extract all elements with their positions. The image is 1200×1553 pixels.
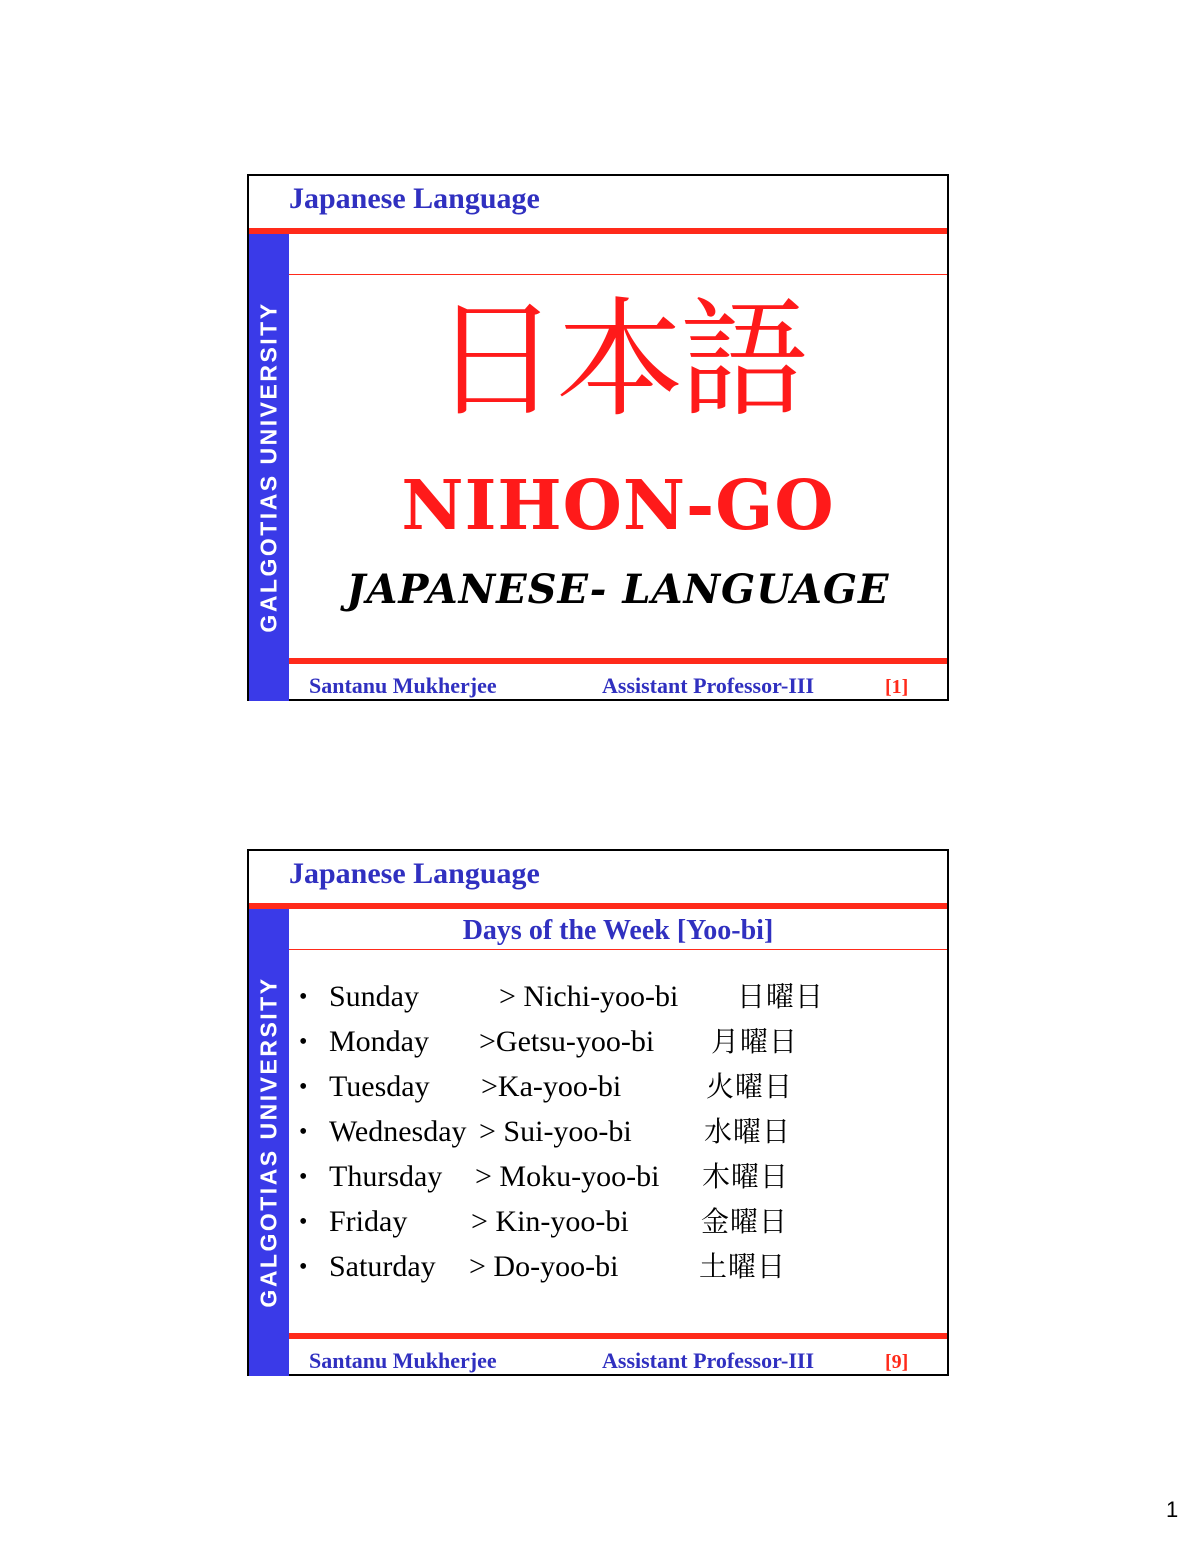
kanji-heading xyxy=(289,286,947,435)
bullet: • xyxy=(299,1209,308,1235)
romaji-heading: NIHON-GO xyxy=(401,466,835,546)
page-number: 1 xyxy=(1166,1497,1179,1522)
sidebar-university-name: GALGOTIAS UNIVERSITY xyxy=(255,976,282,1308)
day-kanji: 金曜日 xyxy=(701,1205,789,1238)
day-romaji: > Sui-yoo-bi xyxy=(479,1115,632,1148)
content-top-divider xyxy=(289,274,947,275)
day-english: Friday xyxy=(329,1205,408,1238)
footer-slide-number: [9] xyxy=(885,1351,909,1373)
sidebar-banner xyxy=(249,909,289,1376)
day-romaji: > Moku-yoo-bi xyxy=(475,1160,660,1193)
kanji-char-2: 本 xyxy=(556,286,689,435)
kanji-char-1: 日 xyxy=(432,286,565,435)
day-romaji: > Nichi-yoo-bi xyxy=(499,980,679,1013)
header-divider xyxy=(249,903,947,909)
footer-author: Santanu Mukherjee xyxy=(309,673,497,698)
slide-1 xyxy=(247,174,949,701)
footer-role: Assistant Professor-III xyxy=(602,1348,815,1373)
day-kanji: 火曜日 xyxy=(706,1070,794,1103)
bullet: • xyxy=(299,1164,308,1190)
day-romaji: >Ka-yoo-bi xyxy=(481,1070,622,1103)
day-english: Monday xyxy=(329,1025,429,1058)
slide-title: Japanese Language xyxy=(289,857,540,890)
day-romaji: >Getsu-yoo-bi xyxy=(479,1025,655,1058)
bullet: • xyxy=(299,1254,308,1280)
day-english: Thursday xyxy=(329,1160,443,1193)
bullet: • xyxy=(299,1119,308,1145)
day-kanji: 土曜日 xyxy=(699,1250,787,1283)
footer-divider xyxy=(289,658,947,664)
footer-slide-number: [1] xyxy=(885,676,909,698)
kanji-char-3: 語 xyxy=(680,286,813,435)
slide-subtitle: Days of the Week [Yoo-bi] xyxy=(462,915,774,946)
day-kanji: 木曜日 xyxy=(702,1160,790,1193)
sidebar-university-name: GALGOTIAS UNIVERSITY xyxy=(255,301,282,633)
day-english: Sunday xyxy=(329,980,419,1013)
footer-role: Assistant Professor-III xyxy=(602,673,815,698)
day-kanji: 水曜日 xyxy=(704,1115,792,1148)
day-romaji: > Do-yoo-bi xyxy=(469,1250,619,1283)
subtitle-divider xyxy=(289,949,947,950)
bullet: • xyxy=(299,984,308,1010)
day-english: Saturday xyxy=(329,1250,436,1283)
footer-divider xyxy=(289,1333,947,1339)
day-english: Tuesday xyxy=(329,1070,430,1103)
sidebar-banner xyxy=(249,234,289,701)
slide-title: Japanese Language xyxy=(289,182,540,215)
bullet: • xyxy=(299,1074,308,1100)
header-divider xyxy=(249,228,947,234)
day-kanji: 月曜日 xyxy=(711,1025,799,1058)
day-romaji: > Kin-yoo-bi xyxy=(471,1205,629,1238)
day-kanji: 日曜日 xyxy=(737,980,825,1013)
bullet: • xyxy=(299,1029,308,1055)
slide-2 xyxy=(247,849,949,1376)
footer-author: Santanu Mukherjee xyxy=(309,1348,497,1373)
day-english: Wednesday xyxy=(329,1115,467,1148)
english-heading: JAPANESE- LANGUAGE xyxy=(346,566,890,613)
